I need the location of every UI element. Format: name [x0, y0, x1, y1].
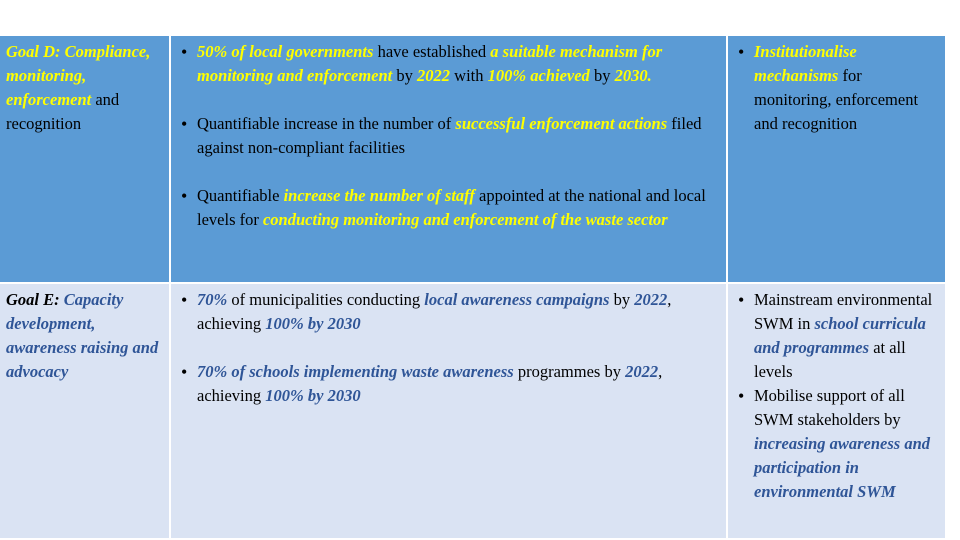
body-text: by [609, 290, 635, 309]
bullet-item [734, 288, 939, 384]
highlight-text: 2022 [625, 362, 659, 381]
bullet-item [177, 112, 720, 160]
body-text: , achieving [197, 290, 672, 333]
body-text: appointed at the national and local levels for [197, 186, 706, 229]
goal-d-strategies-cell [727, 36, 945, 283]
bullet-item [177, 288, 720, 336]
highlight-text: Institutionalise mechanisms [754, 42, 857, 85]
highlight-text: 50% of local governments [197, 42, 374, 61]
goal-e-strategies-cell [727, 283, 945, 539]
goal-d-title: Goal D: Compliance, monitoring, enforcement [6, 42, 151, 109]
highlight-text: 2030. [614, 66, 652, 85]
highlight-text: increase the number of staff [283, 186, 475, 205]
goal-e-targets-cell [170, 283, 727, 539]
highlight-text: a suitable mechanism for monitoring and enforcement [197, 42, 663, 85]
goal-e-title-suffix: Capacity development, awareness raising and advocacy [6, 290, 159, 381]
body-text: for monitoring, enforcement and recognition [754, 66, 919, 133]
bullet-item [177, 40, 720, 88]
highlight-text: 70% of schools implementing waste awareness [197, 362, 514, 381]
goal-d-row [0, 36, 945, 283]
highlight-text: conducting monitoring and enforcement of the waste sector [262, 210, 668, 229]
highlight-text: 70% [197, 290, 228, 309]
body-text: with [450, 66, 488, 85]
highlight-text: school curricula and programmes [754, 314, 926, 357]
body-text: have established [373, 42, 491, 61]
body-text: at all levels [754, 338, 906, 381]
body-text: Mobilise support of all SWM stakeholders by [754, 386, 905, 429]
body-text: Quantifiable increase in the number of [197, 114, 456, 133]
body-text: by [589, 66, 615, 85]
body-text: by [392, 66, 418, 85]
goal-e-strategies [734, 288, 939, 504]
goal-e-cell [0, 283, 170, 539]
goal-e-targets [177, 288, 720, 408]
body-text: programmes by [513, 362, 626, 381]
highlight-text: 100% by 2030 [265, 386, 361, 405]
highlight-text: 2022 [417, 66, 451, 85]
goal-d-strategies [734, 40, 939, 136]
body-text: of municipalities conducting [227, 290, 425, 309]
goals-table [0, 36, 945, 540]
goal-d-title-suffix: and recognition [6, 90, 120, 133]
goal-d-targets [177, 40, 720, 232]
body-text: filed against non-compliant facilities [197, 114, 702, 157]
bullet-item [734, 384, 939, 504]
goal-d-targets-cell [170, 36, 727, 283]
highlight-text: successful enforcement actions [455, 114, 668, 133]
body-text: Mainstream environmental SWM in [754, 290, 933, 333]
goal-e-title: Goal E: [6, 290, 64, 309]
highlight-text: increasing awareness and participation in environmental SWM [754, 434, 931, 501]
bullet-item [177, 360, 720, 408]
goal-d-cell [0, 36, 170, 283]
body-text: Quantifiable [197, 186, 284, 205]
highlight-text: 100% achieved [487, 66, 590, 85]
bullet-item [177, 184, 720, 232]
bullet-item [734, 40, 939, 136]
goal-e-row [0, 283, 945, 539]
highlight-text: local awareness campaigns [424, 290, 610, 309]
highlight-text: 2022 [634, 290, 668, 309]
body-text: , achieving [197, 362, 663, 405]
highlight-text: 100% by 2030 [265, 314, 361, 333]
